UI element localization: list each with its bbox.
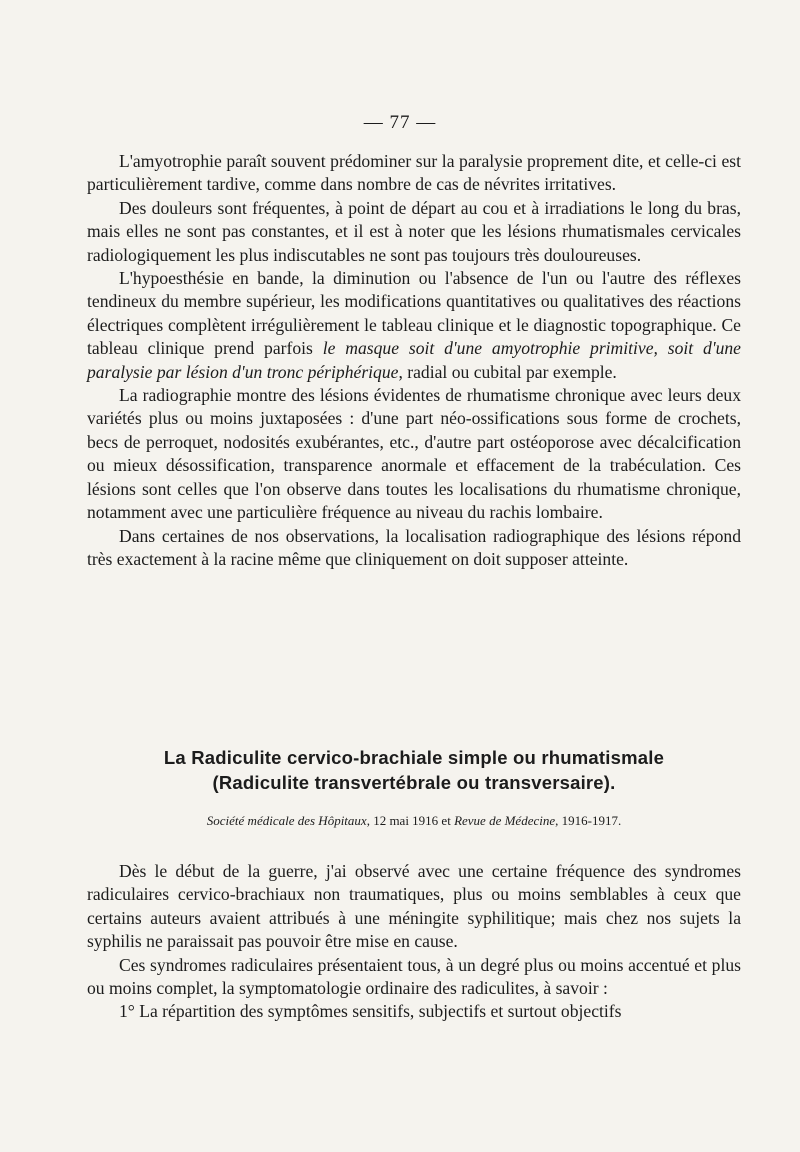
section-title-line2: (Radiculite transvertébrale ou transversaire).: [212, 772, 616, 793]
reference-journal-2: Revue de Médecine: [454, 813, 556, 828]
hypoesthesie-text: L'hypoesthésie en bande, la diminution ou l'absence de l'un ou l'autre des réflexes tendineux du membre supérieur, les modifications quantitatives ou qualitatives des réactions électriques complètent irrégulièrement le tableau clinique et le diagnostic topographique. Ce tableau clinique prend parfois: [87, 268, 741, 359]
reference-date: , 12 mai 1916 et: [366, 813, 455, 828]
text-block-top: [87, 150, 741, 571]
paragraph-amyotrophie: L'amyotrophie paraît souvent prédominer sur la paralysie proprement dite, et celle-ci est particulièrement tardive, comme dans nombre de cas de névrites irritatives.: [87, 151, 741, 195]
section-title: [60, 745, 768, 795]
paragraph-radiographie: La radiographie montre des lésions évidentes de rhumatisme chronique avec leurs deux variétés plus ou moins juxtaposées : d'une part néo-ossifications sous forme de crochets, becs de perroquet, nodosités exubérantes, etc., d'autre part ostéoporose avec décalcification ou mieux désossification, transparence anormale et effacement de la trabéculation. Ces lésions sont celles que l'on observe dans toutes les localisations du rhumatisme chronique, notamment avec une particulière fréquence au niveau du rachis lombaire.: [87, 385, 741, 523]
hypoesthesie-end: , radial ou cubital par exemple.: [398, 361, 617, 382]
paragraph-syndromes: Ces syndromes radiculaires présentaient tous, à un degré plus ou moins accentué et plus ou moins complet, la symptomatologie ordinaire des radiculites, à savoir :: [87, 954, 741, 999]
section-title-line1: La Radiculite cervico-brachiale simple ou rhumatismale: [163, 747, 665, 768]
reference-years: , 1916-1917.: [555, 813, 622, 828]
bibliographic-reference: [60, 812, 768, 830]
paragraph-repartition: 1° La répartition des symptômes sensitifs, subjectifs et surtout objectifs: [119, 1001, 622, 1022]
paragraph-douleurs: Des douleurs sont fréquentes, à point de départ au cou et à irradiations le long du bras, mais elles ne sont pas constantes, et il est à noter que les lésions rhumatismales cervicales radiologiquement les plus indiscutables ne sont pas toujours très douloureuses.: [87, 197, 741, 265]
text-block-bottom: [87, 860, 741, 1024]
paragraph-hypoesthesie: [87, 267, 741, 384]
reference-journal-1: Société médicale des Hôpitaux: [206, 813, 367, 828]
hypoesthesie-italic: le masque soit d'une amyotrophie primitive, soit d'une paralysie par lésion d'un tronc périphérique: [87, 338, 741, 382]
paragraph-debut-guerre: Dès le début de la guerre, j'ai observé avec une certaine fréquence des syndromes radiculaires cervico-brachiaux non traumatiques, plus ou moins semblables à ceux que certains auteurs avaient attribués à une méningite syphilitique; mais chez nos sujets la syphilis ne paraissait pas pouvoir être mise en cause.: [87, 861, 741, 952]
paragraph-localisation: Dans certaines de nos observations, la localisation radiographique des lésions répond très exactement à la racine même que cliniquement on doit supposer atteinte.: [87, 525, 741, 569]
page-number: — 77 —: [363, 112, 437, 133]
